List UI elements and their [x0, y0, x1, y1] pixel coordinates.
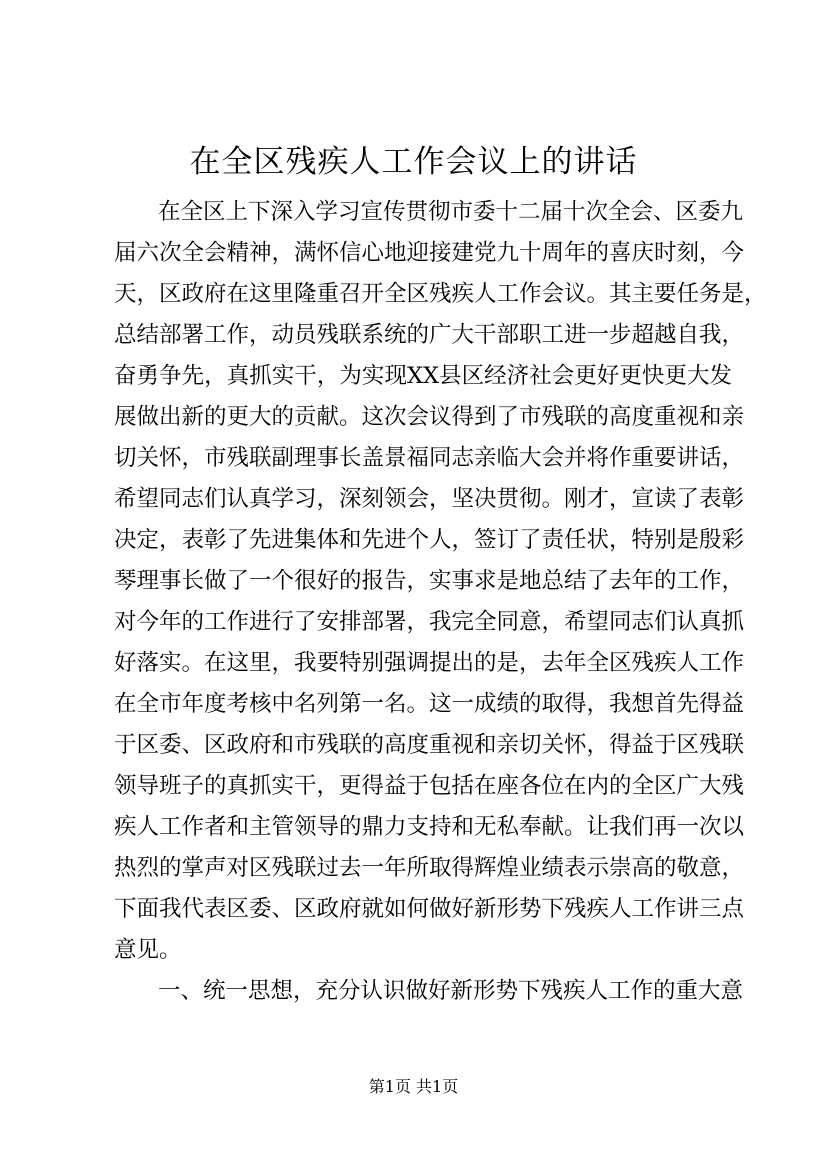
document-body [114, 192, 767, 1012]
paragraph-line: 奋勇争先，真抓实干，为实现XX县区经济社会更好更快更大发 [114, 363, 732, 389]
section-heading-line: 一、统一思想，充分认识做好新形势下残疾人工作的重大意 [158, 978, 744, 1004]
paragraph-line: 总结部署工作，动员残联系统的广大干部职工进一步超越自我， [114, 322, 745, 348]
paragraph-line: 在全市年度考核中名列第一名。这一成绩的取得，我想首先得益 [114, 691, 745, 717]
paragraph-line: 琴理事长做了一个很好的报告，实事求是地总结了去年的工作， [114, 568, 745, 594]
paragraph-line: 决定，表彰了先进集体和先进个人，签订了责任状，特别是殷彩 [114, 527, 745, 553]
paragraph-line: 天，区政府在这里隆重召开全区残疾人工作会议。其主要任务是， [114, 281, 767, 307]
paragraph-line: 疾人工作者和主管领导的鼎力支持和无私奉献。让我们再一次以 [114, 814, 745, 840]
paragraph-line: 届六次全会精神，满怀信心地迎接建党九十周年的喜庆时刻，今 [114, 240, 745, 266]
paragraph-line: 好落实。在这里，我要特别强调提出的是，去年全区残疾人工作 [114, 650, 745, 676]
page-footer: 第1页 共1页 [368, 1077, 459, 1096]
paragraph-line: 展做出新的更大的贡献。这次会议得到了市残联的高度重视和亲 [114, 404, 745, 430]
paragraph-line: 对今年的工作进行了安排部署，我完全同意，希望同志们认真抓 [114, 609, 745, 635]
paragraph-line: 于区委、区政府和市残联的高度重视和亲切关怀，得益于区残联 [114, 732, 745, 758]
paragraph-line: 在全区上下深入学习宣传贯彻市委十二届十次全会、区委九 [158, 199, 744, 225]
paragraph-line: 意见。 [114, 937, 182, 963]
paragraph-line: 下面我代表区委、区政府就如何做好新形势下残疾人工作讲三点 [114, 896, 745, 922]
paragraph-line: 领导班子的真抓实干，更得益于包括在座各位在内的全区广大残 [114, 773, 745, 799]
paragraph-line: 希望同志们认真学习，深刻领会，坚决贯彻。刚才，宣读了表彰 [114, 486, 745, 512]
document-title: 在全区残疾人工作会议上的讲话 [189, 144, 638, 180]
paragraph-line: 热烈的掌声对区残联过去一年所取得辉煌业绩表示崇高的敬意， [114, 855, 745, 881]
paragraph-line: 切关怀，市残联副理事长盖景福同志亲临大会并将作重要讲话， [114, 445, 745, 471]
